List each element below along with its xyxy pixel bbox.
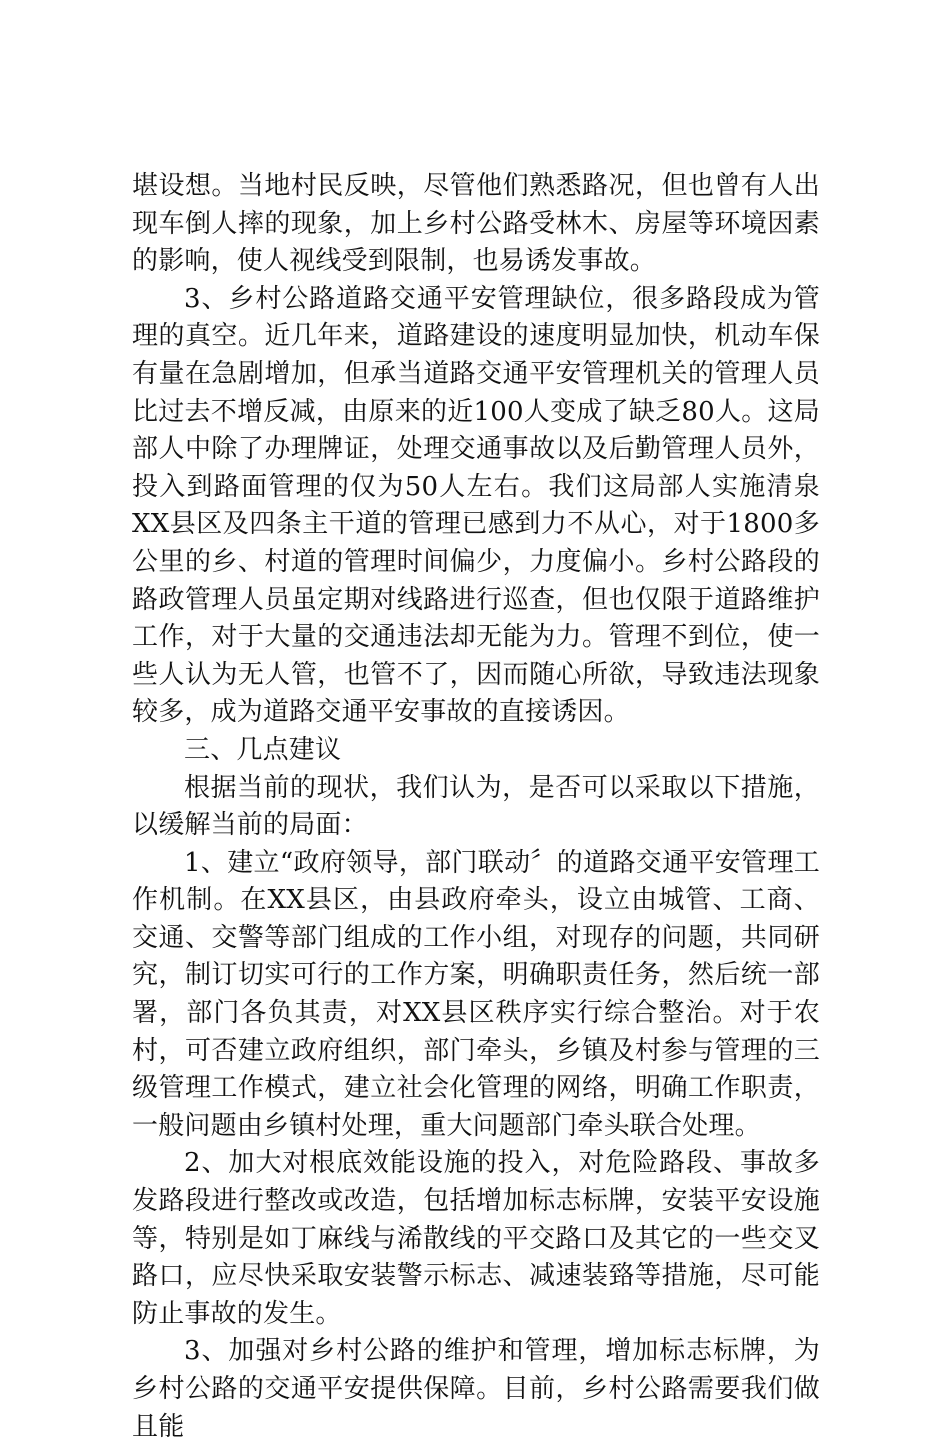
paragraph-intro-measures: 根据当前的现状，我们认为，是否可以采取以下措施，以缓解当前的局面： — [132, 772, 820, 841]
section-heading-suggestions: 三、几点建议 — [184, 734, 342, 765]
paragraph-suggestion-3: 3、加强对乡村公路的维护和管理，增加标志标牌，为乡村公路的交通平安提供保障。目前，乡村公路需要我们做且能 — [132, 1336, 820, 1442]
paragraph-continuation: 堪设想。当地村民反映，尽管他们熟悉路况，但也曾有人出现车倒人摔的现象，加上乡村公路受林木、房屋等环境因素的影响，使人视线受到限制，也易诱发事故。 — [132, 171, 820, 277]
paragraph-suggestion-2: 2、加大对根底效能设施的投入，对危险路段、事故多发路段进行整改或改造，包括增加标志标牌，安装平安设施等，特别是如丁麻线与浠散线的平交路口及其它的一些交叉路口，应尽快采取安装警示标志、减速装臵等措施，尽可能防止事故的发生。 — [132, 1148, 820, 1329]
paragraph-suggestion-1: 1、建立“政府领导，部门联动〞的道路交通平安管理工作机制。在XX县区，由县政府牵头，设立由城管、工商、交通、交警等部门组成的工作小组，对现存的问题，共同研究，制订切实可行的工作方案，明确职责任务，然后统一部署，部门各负其责，对XX县区秩序实行综合整治。对于农村，可否建立政府组织，部门牵头，乡镇及村参与管理的三级管理工作模式，建立社会化管理的网络，明确工作职责，一般问题由乡镇村处理，重大问题部门牵头联合处理。 — [132, 847, 820, 1141]
body-text — [132, 168, 820, 1446]
paragraph-item-3-management-gap: 3、乡村公路道路交通平安管理缺位，很多路段成为管理的真空。近几年来，道路建设的速度明显加快，机动车保有量在急剧增加，但承当道路交通平安管理机关的管理人员比过去不增反减，由原来的近100人变成了缺乏80人。这局部人中除了办理牌证，处理交通事故以及后勤管理人员外，投入到路面管理的仅为50人左右。我们这局部人实施清泉XX县区及四条主干道的管理已感到力不从心，对于1800多公里的乡、村道的管理时间偏少，力度偏小。乡村公路段的路政管理人员虽定期对线路进行巡查，但也仅限于道路维护工作，对于大量的交通违法却无能为力。管理不到位，使一些人认为无人管，也管不了，因而随心所欲，导致违法现象较多，成为道路交通平安事故的直接诱因。 — [132, 283, 820, 728]
